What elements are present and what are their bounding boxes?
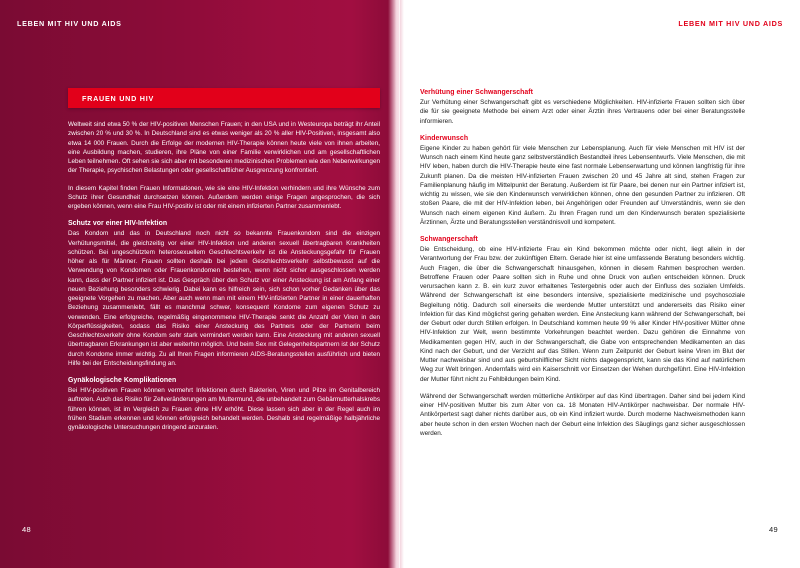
section-verhuetung [420,88,745,126]
chapter-banner-label: FRAUEN UND HIV [82,94,154,103]
section-heading-verhuetung: Verhütung einer Schwangerschaft [420,89,533,96]
section-gynaekologische [68,376,380,432]
section-heading-schwangerschaft: Schwangerschaft [420,236,478,243]
page-number-left: 48 [22,525,31,534]
chapter-banner [68,88,380,108]
section-kinderwunsch [420,134,745,227]
section-heading-kinderwunsch: Kinderwunsch [420,134,469,142]
section-body-schwangerschaft: Die Entscheidung, ob eine HIV-infizierte Frau ein Kind bekommen möchte oder nicht, liegt allein in der Verantwortung der Frau bzw. der zukünftigen Eltern. Gerade hier ist eine umfassende Beratung besonders wichtig. Auch Fragen, die über die Schwangerschaft hinausgehen, können in diesem Rahmen besprochen werden. Betroffene Frauen oder Paare sollten sich in Ruhe und ohne Druck von außen entscheiden können. Druck verursachen kann z. B. ein kurz zuvor erhaltenes Testergebnis oder auch der Einfluss des sozialen Umfelds. Während der Schwangerschaft ist eine besonders intensive, spezialisierte medizinische und psychosoziale Begleitung nötig. Dadurch soll einerseits die werdende Mutter unterstützt und andererseits das Risiko einer Infektion für das Kind möglichst gering gehalten werden. Eine Ansteckung kann während der Schwangerschaft, bei der Geburt oder durch Stillen erfolgen. In Deutschland kommen heute 99 % aller Kinder HIV-positiver Mütter ohne HIV-Infektion zur Welt, wenn bestimmte Vorkehrungen beachtet werden. Dazu gehören die Einnahme von Medikamenten gegen HIV, auch in der Schwangerschaft, die Gabe von entsprechenden Medikamenten an das Kind nach der Geburt, und der Verzicht auf das Stillen. Wenn zum Zeitpunkt der Geburt keine Viren im Blut der Mutter nachweisbar sind und aus geburtshilflicher Sicht nichts dagegenspricht, kann sie das Kind auf natürlichem Weg zur Welt bringen. Andernfalls wird ein Kaiserschnitt vor Einsetzen der Wehen durchgeführt. Eine HIV-Infektion der Mutter führt nicht zu Fehlbildungen beim Kind. [420,246,745,383]
section-schutz [68,219,380,368]
left-page-text-column [68,120,380,432]
page-number-right: 49 [769,525,778,534]
right-page [400,0,800,568]
running-head-left: LEBEN MIT HIV UND AIDS [17,19,122,28]
section-body-kinderwunsch: Eigene Kinder zu haben gehört für viele Menschen zur Lebensplanung. Auch für viele Menschen mit HIV ist der Wunsch nach einem Kind heute ganz selbstverständlich Bestandteil ihres Lebensentwurfs. Viele Menschen, die mit HIV leben, haben durch die HIV-Therapie heute eine fast normale Lebenserwartung und können langfristig für ihre Zukunft planen. Da die meisten HIV-infizierten Frauen zwischen 20 und 45 Jahre alt sind, stehen Fragen zur Familienplanung häufig im Mittelpunkt der Beratung. Außerdem ist für Paare, bei denen nur ein Partner infiziert ist, wichtig zu wissen, wie sie den Kinderwunsch verwirklichen können, ohne den gesunden Partner zu infizieren. Oft stoßen Paare, die mit der HIV-Infektion leben, bei Angehörigen oder Freunden auf Unverständnis, wenn sie den Wunsch nach einem eigenen Kind äußern. Zu Ihren Fragen rund um den Kinderwunsch beraten spezialisierte Ärztinnen, Ärzte und Beratungsstellen verständnisvoll und kompetent. [420,144,745,226]
section-heading-schutz: Schutz vor einer HIV-Infektion [68,220,168,228]
section-body-schwangerschaft-2: Während der Schwangerschaft werden mütterliche Antikörper auf das Kind übertragen. Daher sind bei jedem Kind einer HIV-positiven Mutter bis zum Alter von ca. 18 Monaten HIV-Antikörper nachweisbar. Der normale HIV-Antikörpertest sagt daher nichts darüber aus, ob ein Kind infiziert wurde. Durch moderne Nachweismethoden kann aber heute schon in den ersten Wochen nach der Geburt eine Infektion des Säuglings ganz sicher ausgeschlossen werden. [420,392,745,437]
running-head-right: LEBEN MIT HIV UND AIDS [678,19,783,28]
intro-paragraph: Weltweit sind etwa 50 % der HIV-positiven Menschen Frauen; in den USA und in Westeuropa beträgt ihr Anteil zwischen 20 % und 30 %. In Deutschland sind es etwas weniger als 20 % aller HIV-Positiven, insgesamt also etwa 14 000 Frauen. Durch die Erfolge der modernen HIV-Therapie können heute viele von ihnen arbeiten, eine Ausbildung machen, studieren, ihre Pläne von einer Familie verwirklichen und am gesellschaftlichen Leben teilnehmen. Oft sehen sie sich aber mit besonderen medizinischen Problemen wie den Nebenwirkungen der Therapie, psychischen Belastungen oder gesellschaftlicher Ausgrenzung konfrontiert. [68,121,380,175]
section-body-verhuetung: Zur Verhütung einer Schwangerschaft gibt es verschiedene Möglichkeiten. HIV-infizierte Frauen sollten sich über die für sie geeignete Methode bei einem Arzt oder einer Ärztin ihres Vertrauens oder bei einer Beratungsstelle informieren. [420,99,745,125]
section-body-gynaekologische: Bei HIV-positiven Frauen können vermehrt Infektionen durch Bakterien, Viren und Pilze im Genitalbereich auftreten. Auch das Risiko für Zellveränderungen am Muttermund, die unbehandelt zum Gebärmutterhalskrebs führen können, ist im Vergleich zu Frauen ohne HIV erhöht. Diese lassen sich aber in der Regel auch im frühen Stadium erkennen und können erfolgreich behandelt werden. Deshalb sind regelmäßige halbjährliche gynäkologische Untersuchungen dringend anzuraten. [68,387,380,431]
section-schwangerschaft [420,235,745,438]
right-page-text-column [420,88,745,438]
section-body-schutz: Das Kondom und das in Deutschland noch nicht so bekannte Frauenkondom sind die einzigen Verhütungsmittel, die gleichzeitig vor einer HIV-Infektion und anderen sexuell übertragbaren Krankheiten schützen. Bei ungeschütztem heterosexuellem Geschlechtsverkehr ist die Ansteckungsgefahr für Frauen höher als für Männer. Frauen sollten deshalb bei jedem Geschlechtsverkehr selbstbewusst auf die Verwendung von Kondomen oder Frauenkondomen bestehen, wenn nicht sicher ausgeschlossen werden kann, dass der Partner infiziert ist. Das Gespräch über den Schutz vor einer Ansteckung ist am Anfang einer neuen Beziehung besonders schwierig. Dabei kann es hilfreich sein, sich schon vorher Gedanken über das geeignete Vorgehen zu machen. Aber auch wenn man mit einem HIV-infizierten Partner in einer dauerhaften Beziehung zusammenlebt, fällt es manchmal schwer, konsequent Kondome zum eigenen Schutz zu verwenden. Eine erfolgreiche, regelmäßig eingenommene HIV-Therapie senkt die Anzahl der Viren in den Körperflüssigkeiten, sodass das Risiko einer Ansteckung des Partners oder der Partnerin beim Geschlechtsverkehr ohne Kondom sehr stark vermindert werden kann. Eine Ansteckung mit anderen sexuell übertragbaren Erkrankungen ist aber weiterhin möglich. Und beim Sex mit Gelegenheitspartnern ist der Schutz durch Kondome immer wichtig. Zu all Ihren Fragen informieren AIDS-Beratungsstellen ausführlich und bieten Hilfe bei der Entscheidungsfindung an. [68,230,380,367]
chapter-note-paragraph: In diesem Kapitel finden Frauen Informationen, wie sie eine HIV-Infektion verhindern und ihre Wünsche zum Schutz ihrer Gesundheit durchsetzen können. Außerdem werden einige Fragen angesprochen, die sich ergeben können, wenn eine Frau HIV-positiv ist oder mit einem infizierten Partner zusammenlebt. [68,184,380,210]
section-heading-gynaekologische: Gynäkologische Komplikationen [68,377,177,384]
